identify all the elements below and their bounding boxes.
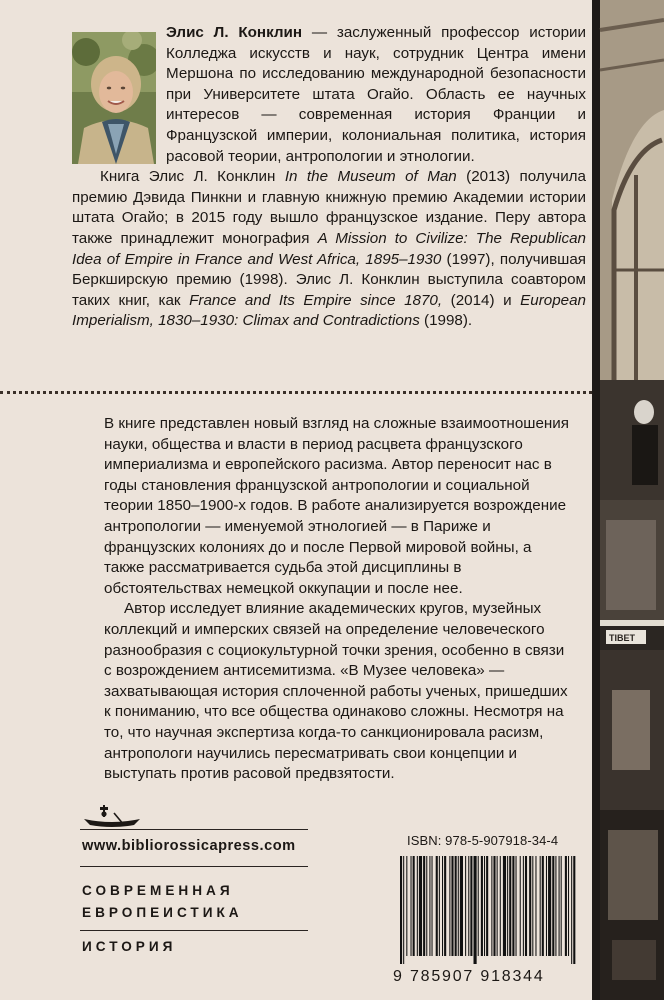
barcode-bar [403, 856, 404, 964]
barcode-bar [458, 856, 459, 956]
author-bio-paragraph-1 [72, 23, 586, 167]
author-name: Элис Л. Конклин [166, 24, 303, 41]
barcode-bar [500, 856, 501, 956]
series-line-1: СОВРЕМЕННАЯ [82, 883, 234, 898]
barcode-bar [417, 856, 418, 956]
barcode-bar [493, 856, 495, 956]
bio-text: (2014) и [442, 291, 521, 309]
barcode-bar [474, 856, 477, 964]
barcode-bar [460, 856, 463, 956]
barcode-bar [419, 856, 422, 956]
barcode-bar [520, 856, 521, 956]
barcode-bar [484, 856, 485, 956]
barcode-bar [523, 856, 524, 956]
barcode [398, 856, 578, 964]
barcode-bar [470, 856, 472, 956]
series-line-2: ЕВРОПЕИСТИКА [82, 905, 243, 920]
barcode-bar [503, 856, 506, 956]
barcode-bar [568, 856, 569, 956]
barcode-bar [413, 856, 415, 956]
isbn-label: ISBN: 978-5-907918-34-4 [407, 833, 559, 848]
barcode-bar [516, 856, 517, 956]
barcode-bar [491, 856, 492, 956]
footer-rule-2 [80, 866, 308, 867]
dotted-divider [0, 391, 592, 394]
barcode-bar [535, 856, 536, 956]
barcode-bar [406, 856, 407, 956]
barcode-bar [481, 856, 483, 956]
barcode-bar [552, 856, 554, 956]
barcode-bar [465, 856, 466, 956]
book-title-france-empire: France and Its Empire since 1870, [189, 291, 443, 309]
author-bio [72, 23, 586, 332]
barcode-bar [509, 856, 511, 956]
description-paragraph-2: Автор исследует влияние академических кругов, музейных коллекций и имперских связей на определение человеческого разнообразия с социокультурной точки зрения, особенно в связи с возрождением антисемитизма. «В Музее человека» — захватывающая история сплоченной работы ученых, пришедших к пониманию, что все общества одинаково сложны. Несмотря на то, что научная экспертиза когда-то санкционировала расизм, антропологи научились пересматривать свои концепции и выступать против расовой предвзятости. [104, 600, 568, 783]
book-title-european-imperialism: European Imperialism, 1830–1930: Climax and Contradictions [72, 291, 586, 330]
barcode-bar [542, 856, 544, 956]
barcode-bar [442, 856, 443, 956]
bio-text: Книга Элис Л. Конклин [100, 168, 285, 186]
barcode-bar [455, 856, 457, 956]
barcode-bar [548, 856, 551, 956]
barcode-bar [555, 856, 556, 956]
barcode-bar [525, 856, 527, 956]
barcode-bar [571, 856, 572, 964]
barcode-bar [423, 856, 425, 956]
barcode-bar [444, 856, 446, 956]
cover-photo-strip [592, 0, 664, 1000]
barcode-bar [468, 856, 469, 956]
barcode-bar [400, 856, 402, 964]
isbn-digits: 9 785907 918344 [393, 968, 545, 985]
barcode-bar [451, 856, 453, 956]
barcode-bar [540, 856, 541, 956]
museum-photo-image [592, 0, 664, 1000]
barcode-bar [546, 856, 547, 956]
boat-logo-icon [84, 803, 140, 829]
barcode-bar [561, 856, 562, 956]
barcode-bar [478, 856, 479, 956]
barcode-bar [559, 856, 560, 956]
book-title-mission: A Mission to Civilize: The Republican Idea of Empire in France and West Africa, 1895–1930 [72, 229, 586, 268]
barcode-bar [432, 856, 433, 956]
barcode-bar [565, 856, 567, 956]
category-label: ИСТОРИЯ [82, 939, 177, 954]
barcode-bar [486, 856, 488, 956]
series-name [82, 880, 243, 924]
barcode-bar [497, 856, 498, 956]
barcode-bar [439, 856, 440, 956]
barcode-bar [532, 856, 533, 956]
publisher-url[interactable]: www.bibliorossicapress.com [82, 838, 296, 854]
bio-text: (2013) получила премию Дэвида Пинкни и главную книжную премию Академии истории штата Огайо; в 2015 году вышло французское издание. Перу автора также принадлежит монография [72, 168, 586, 247]
barcode-bar [449, 856, 450, 956]
description-paragraph-1: В книге представлен новый взгляд на сложные взаимоотношения науки, общества и власти в период расцвета французского империализма и европейского расизма. Автор переносит нас в годы становления французской антропологии и социальной теории 1850–1900-х годов. В работе анализируется возрождение антропологии — именуемой этнологией — в Париже и французских колониях до и после Первой мировой войны, а также рассматривается судьба этой дисциплины в обстоятельствах немецкой оккупации и после нее. [104, 415, 569, 597]
barcode-bar [436, 856, 438, 956]
footer-rule-3 [80, 930, 308, 931]
barcode-bar [429, 856, 430, 956]
bio-text: (1997), получившая Беркширскую премию (1998). Элис Л. Конклин выступила соавтором таких книг, как [72, 250, 586, 309]
tibet-sign: TIBET [609, 633, 635, 643]
book-description [104, 414, 570, 785]
author-bio-paragraph-2 [72, 167, 586, 332]
footer-rule-1 [80, 829, 308, 830]
book-title-museum: In the Museum of Man [284, 168, 457, 186]
barcode-bar [573, 856, 575, 964]
bio-text: (1998). [419, 312, 473, 330]
author-intro: — заслуженный профессор истории Колледжа искусств и наук, сотрудник Центра имени Мершона по исследованию международной безопасности при Университете штата Огайо. Область ее научных интересов — современная история Франции и Французской империи, колониальная политика, история расовой теории, антропологии и этнологии. [166, 24, 586, 165]
barcode-bar [512, 856, 514, 956]
barcode-bar [529, 856, 531, 956]
barcode-bar [411, 856, 412, 956]
barcode-bar [426, 856, 427, 956]
barcode-bar [507, 856, 508, 956]
